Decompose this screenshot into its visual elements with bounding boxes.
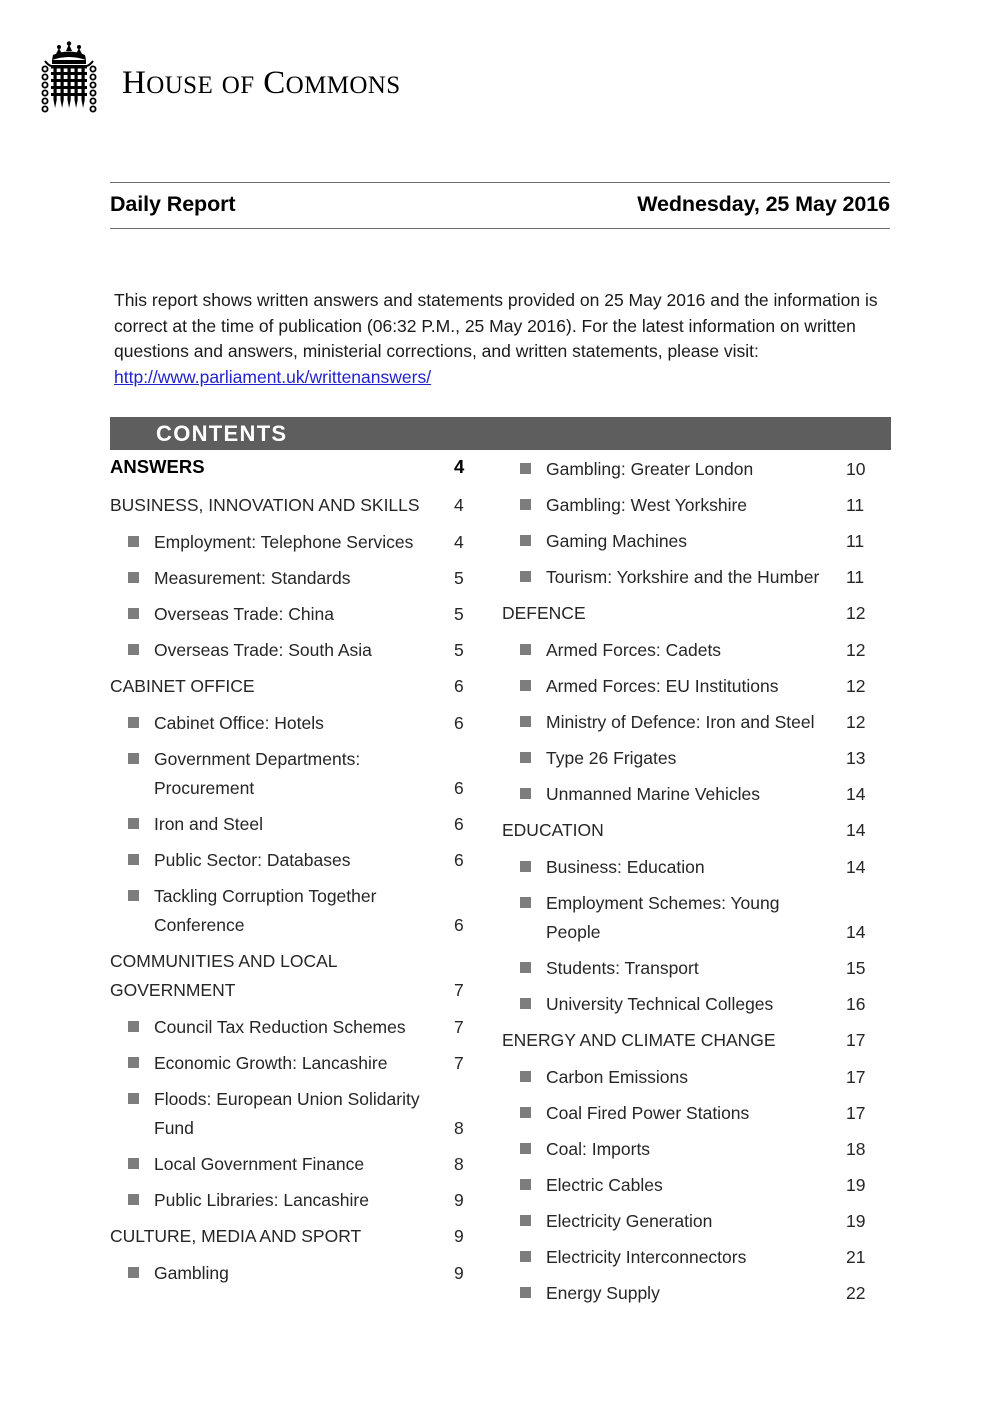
toc-label-cell [110,810,450,839]
toc-page-number: 22 [846,1283,866,1303]
square-bullet-icon [128,572,139,583]
toc-label-cell: ANSWERS [110,456,205,477]
toc-page-number: 12 [846,603,866,623]
toc-page-number: 6 [454,778,464,798]
toc-page-number: 19 [846,1175,866,1195]
toc-entry-label: Employment: Telephone Services [154,532,414,552]
toc-page-number: 14 [846,857,866,877]
toc-label-cell: CULTURE, MEDIA AND SPORT [110,1226,362,1246]
toc-label-cell [502,708,842,737]
square-bullet-icon [520,788,531,799]
toc-label-cell [110,846,450,875]
square-bullet-icon [128,1057,139,1068]
toc-page-number: 4 [454,495,464,515]
toc-page-number: 6 [454,676,464,696]
toc-label-cell: BUSINESS, INNOVATION AND SKILLS [110,495,420,515]
square-bullet-icon [128,1158,139,1169]
toc-page-number: 15 [846,958,866,978]
page-title: Daily Report [110,192,236,216]
toc-page-number: 18 [846,1139,866,1159]
toc-page-number: 8 [454,1118,464,1138]
toc-entry-label: Electricity Interconnectors [546,1247,747,1267]
toc-entry-row[interactable] [110,882,500,940]
masthead-title [122,64,401,101]
toc-entry-row[interactable] [502,954,892,983]
toc-label-cell [502,491,842,520]
toc-label-cell [502,563,842,592]
masthead [38,38,498,128]
toc-label-cell [502,636,842,665]
toc-label-cell [110,882,450,940]
toc-entry-label: Tackling Corruption Together Conference [154,886,377,935]
toc-page-number: 6 [454,915,464,935]
toc-page-number: 7 [454,1053,464,1073]
toc-label-cell [502,527,842,556]
toc-page-number: 6 [454,850,464,870]
toc-entry-row[interactable] [502,1135,892,1164]
toc-entry-row[interactable] [110,810,500,839]
toc-entry-row[interactable] [502,491,892,520]
toc-entry-label: Measurement: Standards [154,568,351,588]
toc-label-cell [110,1013,450,1042]
square-bullet-icon [128,1021,139,1032]
toc-entry-row[interactable] [110,564,500,593]
square-bullet-icon [520,1107,531,1118]
toc-label-cell [110,600,450,629]
toc-label-cell [502,990,842,1019]
toc-label-cell [502,1243,842,1272]
toc-entry-label: Tourism: Yorkshire and the Humber [546,567,820,587]
square-bullet-icon [128,536,139,547]
toc-page-number: 7 [454,1017,464,1037]
toc-entry-label: Floods: European Union Solidarity Fund [154,1089,420,1138]
toc-entry-label: Coal Fired Power Stations [546,1103,750,1123]
toc-entry-label: Cabinet Office: Hotels [154,713,324,733]
toc-entry-label: Economic Growth: Lancashire [154,1053,388,1073]
toc-entry-label: Public Sector: Databases [154,850,351,870]
toc-department-row[interactable] [502,1026,892,1055]
toc-label-cell [502,1207,842,1236]
toc-page-number: 9 [454,1226,464,1246]
square-bullet-icon [520,463,531,474]
toc-entry-row[interactable] [110,600,500,629]
toc-label-cell: EDUCATION [502,820,604,840]
toc-entry-row[interactable] [110,636,500,665]
toc-entry-label: Local Government Finance [154,1154,365,1174]
toc-page-number: 17 [846,1067,866,1087]
toc-entry-row[interactable] [110,709,500,738]
toc-column-left [110,455,500,1315]
toc-label-cell [502,672,842,701]
square-bullet-icon [520,752,531,763]
toc-label-cell [502,1063,842,1092]
toc-page-number: 17 [846,1103,866,1123]
square-bullet-icon [520,861,531,872]
square-bullet-icon [520,962,531,973]
toc-entry-row[interactable] [502,889,892,947]
square-bullet-icon [520,1071,531,1082]
toc-entry-label: Unmanned Marine Vehicles [546,784,761,804]
toc-page-number: 4 [454,456,465,477]
square-bullet-icon [520,1215,531,1226]
toc-page-number: 4 [454,532,464,552]
toc-entry-row[interactable] [110,1150,500,1179]
toc-label-cell [110,1085,450,1143]
toc-label-cell [502,853,842,882]
toc-entry-label: Employment Schemes: Young People [546,893,780,942]
toc-entry-label: Council Tax Reduction Schemes [154,1017,406,1037]
toc-page-number: 12 [846,712,866,732]
toc-entry-row[interactable] [502,990,892,1019]
square-bullet-icon [520,998,531,1009]
toc-heading-answers[interactable] [110,455,500,479]
toc-page-number: 9 [454,1190,464,1210]
toc-label-cell [502,954,842,983]
toc-department-row[interactable] [502,816,892,845]
square-bullet-icon [520,716,531,727]
toc-entry-row[interactable] [502,853,892,882]
toc-entry-label: Armed Forces: EU Institutions [546,676,779,696]
toc-entry-label: Type 26 Frigates [546,748,677,768]
toc-entry-label: Energy Supply [546,1283,660,1303]
toc-entry-row[interactable] [502,708,892,737]
toc-label-cell [110,528,450,557]
written-answers-link[interactable]: http://www.parliament.uk/writtenanswers/ [114,366,432,387]
toc-entry-row[interactable] [502,1207,892,1236]
toc-label-cell [110,1259,450,1288]
toc-entry-label: Gaming Machines [546,531,688,551]
toc-entry-row[interactable] [502,636,892,665]
toc-label-cell [502,780,842,809]
toc-page-number: 10 [846,459,866,479]
toc-entry-row[interactable] [110,1085,500,1143]
square-bullet-icon [520,1287,531,1298]
toc-label-cell [502,744,842,773]
masthead-title-of: OF [221,71,255,99]
toc-entry-row[interactable] [502,455,892,484]
toc-page-number: 19 [846,1211,866,1231]
toc-entry-label: Gambling: Greater London [546,459,754,479]
square-bullet-icon [520,571,531,582]
toc-entry-row[interactable] [502,744,892,773]
square-bullet-icon [128,753,139,764]
toc-department-row[interactable] [110,672,500,701]
square-bullet-icon [128,890,139,901]
toc-department-row[interactable] [110,1222,500,1251]
toc-entry-label: Electric Cables [546,1175,663,1195]
square-bullet-icon [520,1143,531,1154]
toc-label-cell: CABINET OFFICE [110,676,255,696]
contents-header-bar [110,417,891,450]
toc-entry-row[interactable] [502,1171,892,1200]
toc-label-cell [502,1279,842,1308]
toc-entry-row[interactable] [502,780,892,809]
toc-page-number: 11 [846,531,865,551]
toc-label-cell [110,1049,450,1078]
square-bullet-icon [520,499,531,510]
square-bullet-icon [520,680,531,691]
toc-entry-label: Ministry of Defence: Iron and Steel [546,712,815,732]
masthead-title-ouse: OUSE [146,71,214,99]
toc-label-cell [502,889,842,947]
toc-page-number: 5 [454,640,464,660]
toc-page-number: 12 [846,676,866,696]
toc-page-number: 16 [846,994,866,1014]
square-bullet-icon [128,1093,139,1104]
toc-department-row[interactable] [502,599,892,628]
toc-label-cell [502,455,842,484]
toc-label-cell [502,1099,842,1128]
toc-label-cell [110,709,450,738]
toc-page-number: 13 [846,748,866,768]
toc-entry-label: Armed Forces: Cadets [546,640,722,660]
toc-department-row[interactable] [110,947,500,1005]
square-bullet-icon [128,608,139,619]
toc-label-cell [502,1135,842,1164]
square-bullet-icon [128,644,139,655]
toc-entry-label: Students: Transport [546,958,699,978]
square-bullet-icon [128,717,139,728]
toc-page-number: 11 [846,495,865,515]
portcullis-crest-icon [38,41,100,125]
toc-label-cell [110,745,450,803]
toc-entry-row[interactable] [110,1049,500,1078]
toc-page-number: 6 [454,713,464,733]
toc-page-number: 21 [846,1247,866,1267]
report-header [110,182,890,229]
toc-page-number: 5 [454,568,464,588]
toc-page-number: 7 [454,980,464,1000]
toc-page-number: 6 [454,814,464,834]
square-bullet-icon [520,897,531,908]
toc-page-number: 9 [454,1263,464,1283]
toc-entry-row[interactable] [502,1243,892,1272]
toc-label-cell [110,636,450,665]
intro-paragraph [114,288,882,390]
contents-label: CONTENTS [156,420,288,446]
square-bullet-icon [520,1251,531,1262]
toc-page-number: 14 [846,922,866,942]
toc-label-cell [110,564,450,593]
toc-entry-row[interactable] [110,1186,500,1215]
square-bullet-icon [520,1179,531,1190]
toc-label-cell [110,1186,450,1215]
toc-label-cell: COMMUNITIES AND LOCAL GOVERNMENT [110,951,337,1000]
toc-page-number: 17 [846,1030,866,1050]
table-of-contents [110,455,891,1315]
toc-entry-row[interactable] [110,528,500,557]
report-date: Wednesday, 25 May 2016 [637,192,890,216]
toc-entry-label: Public Libraries: Lancashire [154,1190,369,1210]
square-bullet-icon [520,644,531,655]
toc-label-cell: DEFENCE [502,603,586,623]
toc-label-cell [502,1171,842,1200]
toc-entry-label: Coal: Imports [546,1139,651,1159]
toc-entry-label: Gambling [154,1263,229,1283]
square-bullet-icon [128,1267,139,1278]
toc-entry-row[interactable] [110,846,500,875]
toc-column-right [500,455,892,1315]
toc-page-number: 14 [846,784,866,804]
intro-text: This report shows written answers and statements provided on 25 May 2016 and the information is correct at the time of publication (06:32 P.M., 25 May 2016). For the latest information on written questions and answers, ministerial corrections, and written statements, please visit: [114,290,878,361]
square-bullet-icon [128,1194,139,1205]
toc-entry-row[interactable] [502,1279,892,1308]
toc-label-cell [110,1150,450,1179]
toc-entry-label: Iron and Steel [154,814,263,834]
toc-entry-label: Carbon Emissions [546,1067,688,1087]
toc-page-number: 14 [846,820,866,840]
toc-entry-label: Business: Education [546,857,705,877]
toc-entry-label: Overseas Trade: South Asia [154,640,372,660]
toc-entry-row[interactable] [502,1063,892,1092]
toc-entry-label: University Technical Colleges [546,994,774,1014]
toc-department-row[interactable] [110,491,500,520]
toc-entry-label: Gambling: West Yorkshire [546,495,748,515]
toc-entry-label: Overseas Trade: China [154,604,334,624]
toc-entry-row[interactable] [502,563,892,592]
toc-entry-row[interactable] [502,672,892,701]
masthead-title-ommons: OMMONS [285,71,401,99]
square-bullet-icon [520,535,531,546]
square-bullet-icon [128,818,139,829]
toc-label-cell: ENERGY AND CLIMATE CHANGE [502,1030,776,1050]
masthead-title-h: H [122,64,147,101]
toc-entry-row[interactable] [502,527,892,556]
toc-entry-row[interactable] [110,1259,500,1288]
toc-entry-row[interactable] [110,745,500,803]
toc-entry-row[interactable] [110,1013,500,1042]
toc-entry-row[interactable] [502,1099,892,1128]
toc-entry-label: Government Departments: Procurement [154,749,361,798]
toc-entry-label: Electricity Generation [546,1211,713,1231]
toc-page-number: 11 [846,567,865,587]
toc-page-number: 5 [454,604,464,624]
toc-page-number: 8 [454,1154,464,1174]
square-bullet-icon [128,854,139,865]
toc-page-number: 12 [846,640,866,660]
masthead-title-c: C [263,64,286,101]
